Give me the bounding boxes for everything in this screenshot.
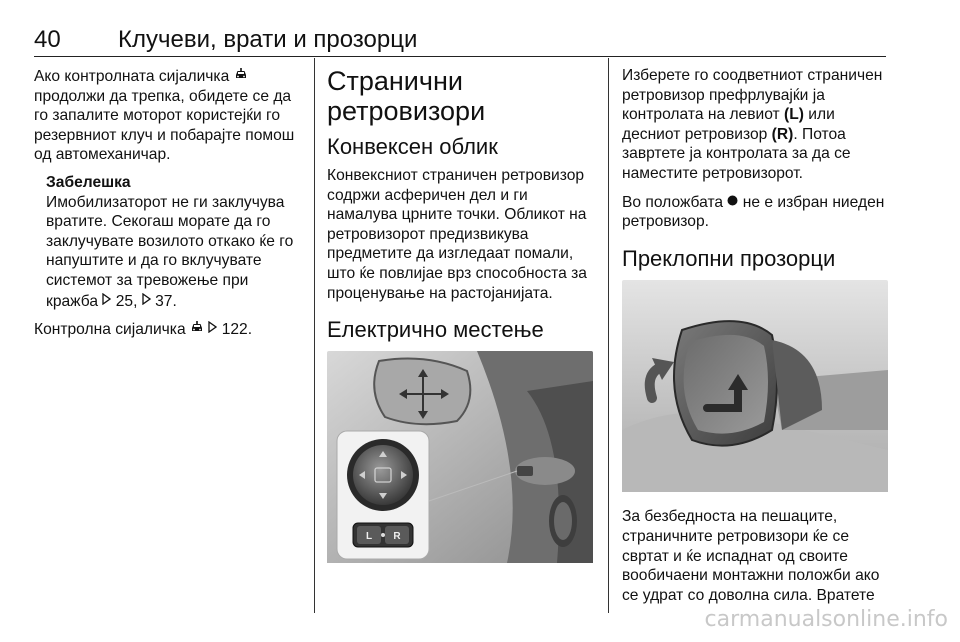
column-1 — [34, 66, 302, 348]
indicator-paragraph: Контролна сијаличка 122. — [34, 321, 253, 339]
car-key-icon — [190, 319, 204, 339]
page-header — [34, 26, 886, 57]
switch-label-left: L — [365, 531, 373, 543]
subsection-title-folding: Преклопни прозорци — [622, 245, 836, 271]
note-title: Забелешка — [46, 173, 131, 191]
watermark: carmanualsonline.info — [704, 607, 948, 632]
neutral-position-paragraph: Во положбата не е избран ниеден ретровизор. — [622, 193, 885, 231]
chapter-title: Клучеви, врати и прозорци — [118, 26, 418, 53]
page-link[interactable]: 122. — [221, 321, 253, 339]
page-link[interactable]: 37. — [155, 292, 177, 310]
column-divider — [608, 58, 609, 613]
convex-paragraph: Конвексниот страничен ретровизор содржи асферичен дел и ги намалува црните точки. Обликот на ретровизорот предизвикува предметите да изгледаат помали, што ќе повлијае врз способноста за проценување на растојанијата. — [327, 167, 587, 302]
car-key-icon — [234, 66, 248, 86]
column-3 — [622, 66, 890, 613]
immobilizer-paragraph: Ако контролната сијаличка продолжи да трепка, обидете се да го запалите моторот користејќи го резервниот клуч и побарајте помош од автомеханичар. — [34, 68, 295, 164]
note-text: Имобилизаторот не ги заклучува вратите. Секогаш морате да го заклучувате возилото откако ќе го напуштите и да го вклучувате системот за тревожење при кражба 25, 37. — [46, 193, 294, 310]
column-2 — [327, 66, 595, 579]
page-link[interactable]: 25 — [115, 292, 134, 310]
black-dot-icon — [727, 192, 738, 212]
page-ref-arrow-icon — [208, 319, 217, 339]
note-block — [46, 173, 302, 311]
folding-paragraph: За безбедноста на пешаците, страничните ретровизори ќе се свртат и ќе испаднат од своите вообичаени монтажни положби ако се удрат со доволна сила. Вратете — [622, 508, 880, 604]
mirror-fold-illustration — [622, 280, 888, 498]
subsection-title-convex: Конвексен облик — [327, 134, 498, 159]
page-ref-arrow-icon — [142, 291, 151, 311]
section-title: Странични ретровизори — [327, 66, 486, 126]
column-divider — [314, 58, 315, 613]
mirror-adjust-illustration — [327, 351, 593, 569]
page-number: 40 — [34, 26, 61, 53]
page-ref-arrow-icon — [102, 291, 111, 311]
switch-label-right: R — [393, 531, 401, 543]
subsection-title-electric: Електрично местење — [327, 317, 544, 343]
select-mirror-paragraph: Изберете го соодветниот страничен ретровизор префрлувајќи ја контролата на левиот (L) или десниот ретровизор (R). Потоа завртете ја контролата за да се наместите ретровизорот. — [622, 67, 883, 182]
